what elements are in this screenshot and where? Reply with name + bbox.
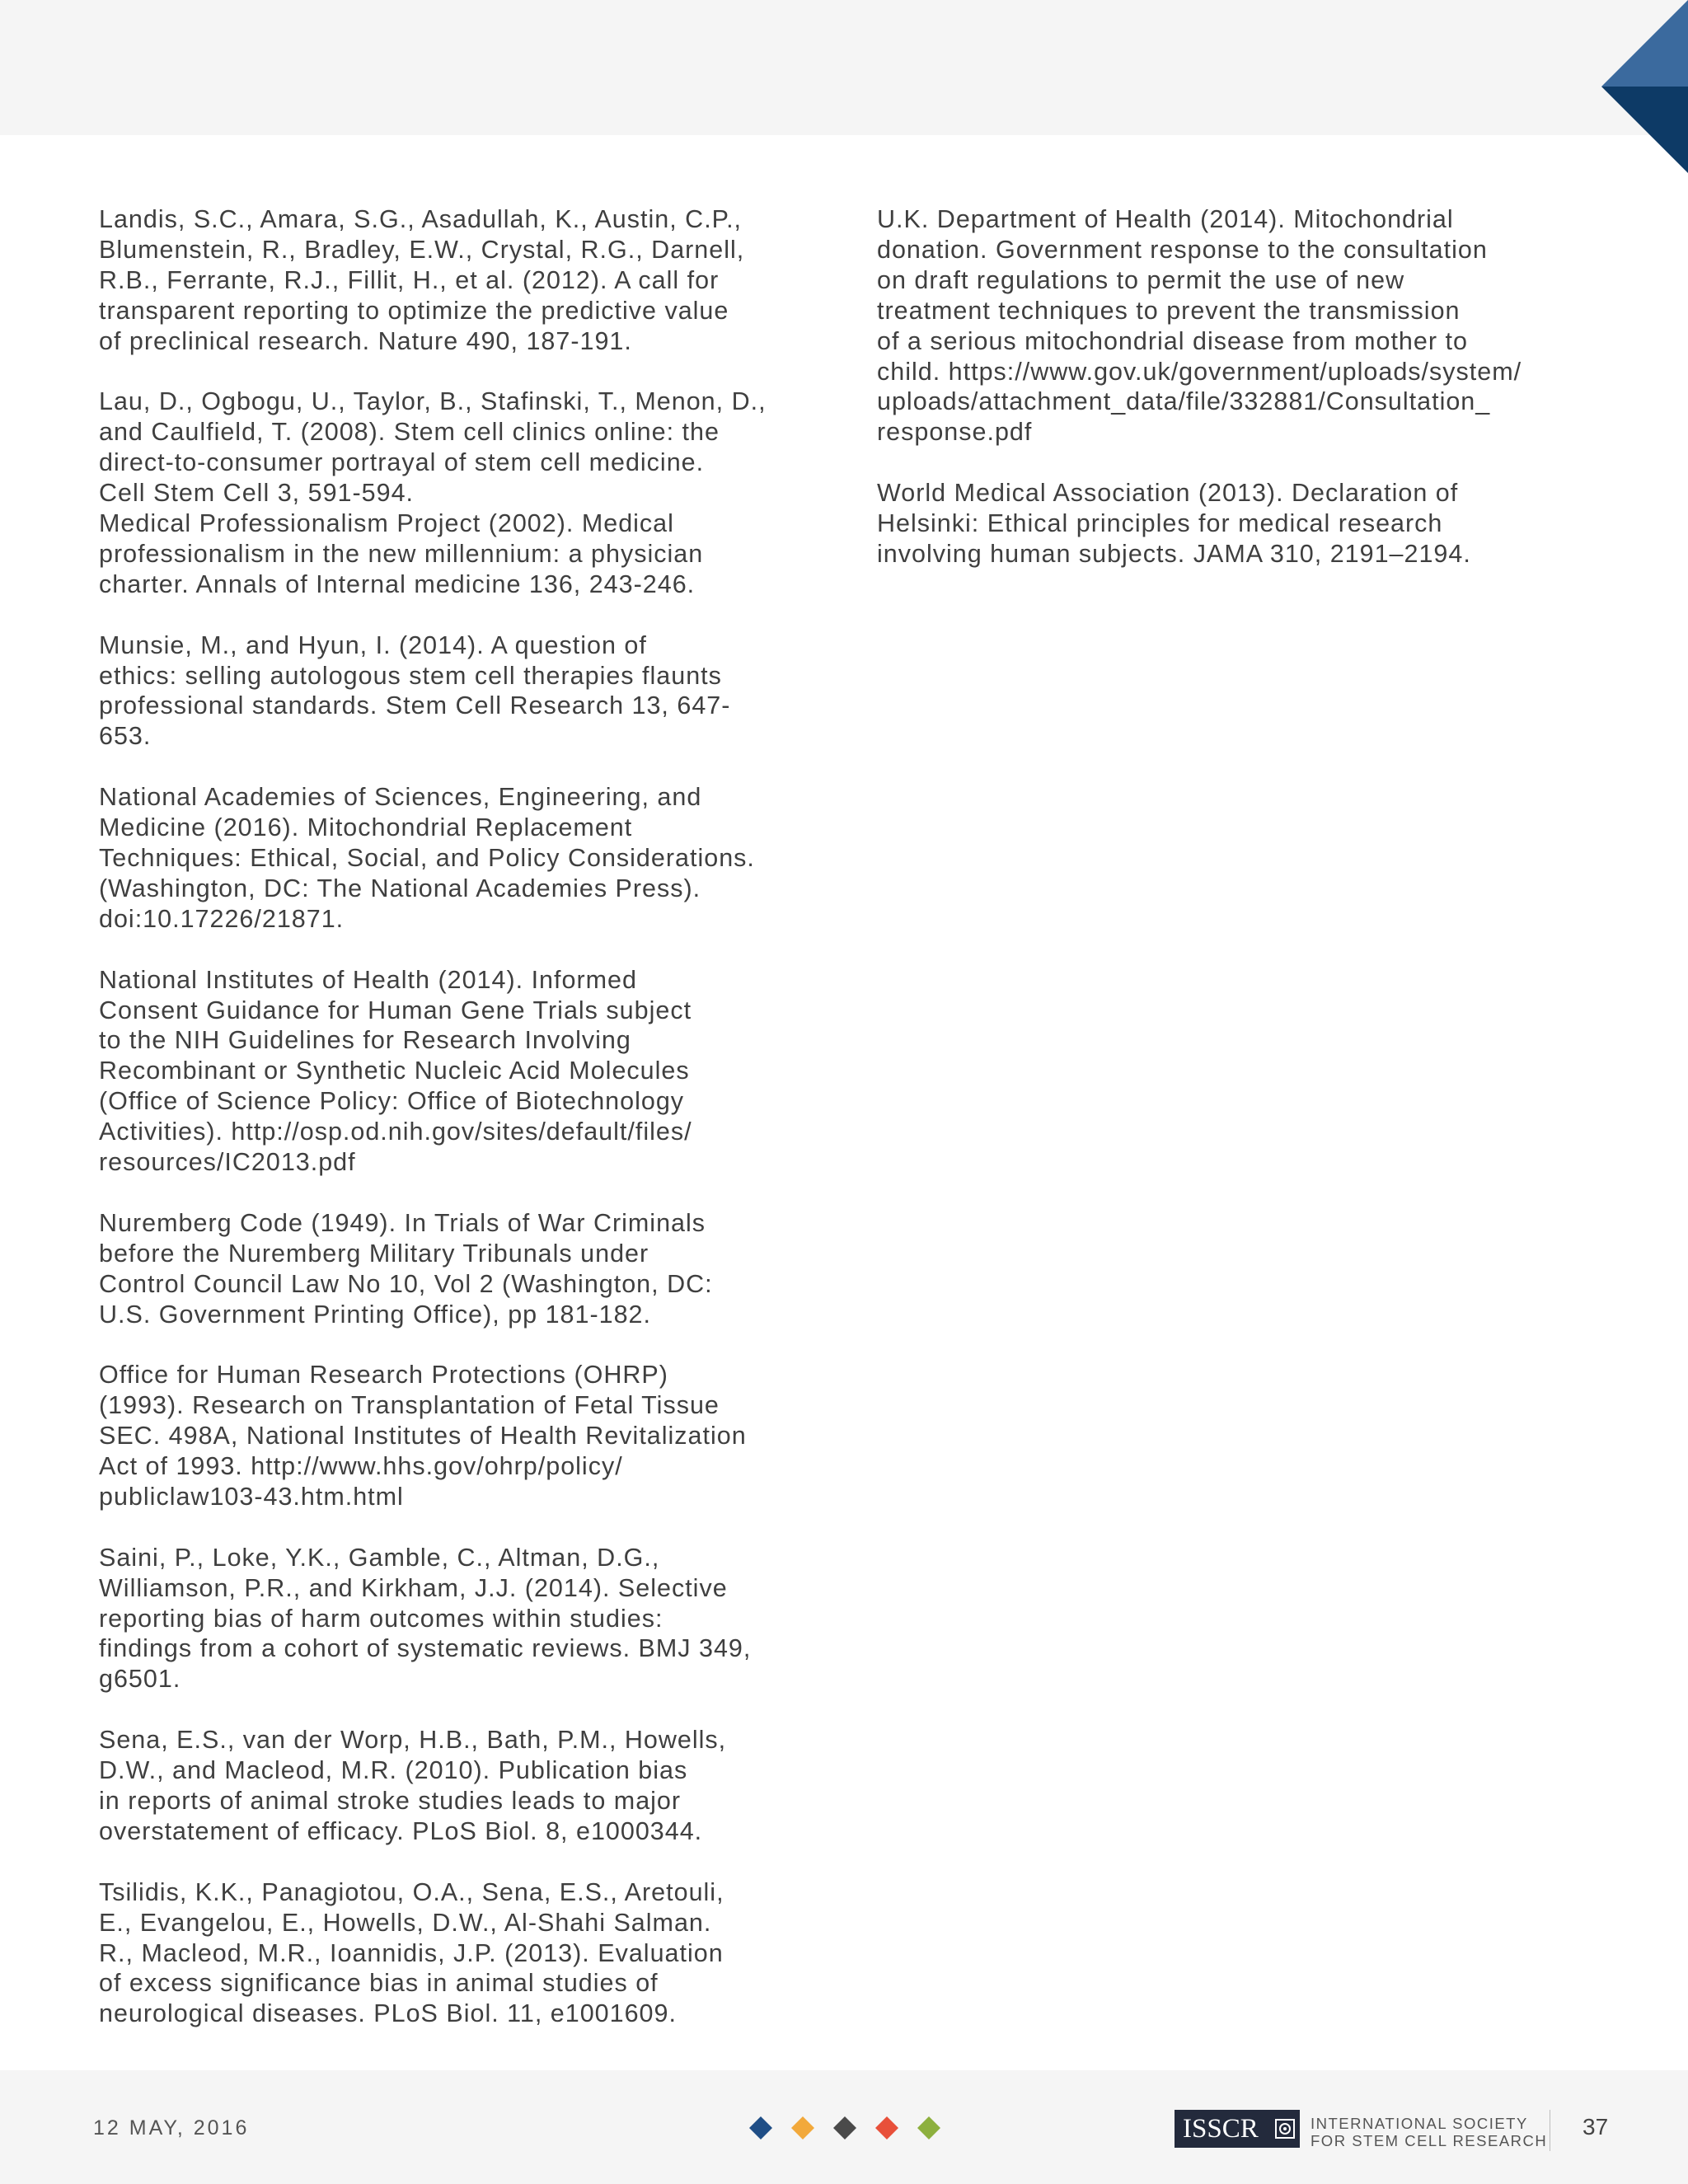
isscr-logo — [1175, 2110, 1300, 2148]
reference-lau: Lau, D., Ogbogu, U., Taylor, B., Stafinski, T., Menon, D., and Caulfield, T. (2008). Stem cell clinics online: the direct-to-consumer portrayal of stem cell medicine. Cell Stem Cell 3, 591-594. — [99, 387, 767, 508]
references-left-column — [99, 204, 824, 2060]
reference-ohrp: Office for Human Research Protections (OHRP) (1993). Research on Transplantation of Fetal Tissue SEC. 498A, National Institutes of Health Revitalization Act of 1993. http://www.hhs.gov/ohrp/policy/ publiclaw103-43.htm.html — [99, 1361, 747, 1511]
page-number: 37 — [1582, 2114, 1609, 2139]
logo-abbreviation: ISSCR — [1183, 2114, 1259, 2144]
diamond-3 — [833, 2116, 856, 2139]
diamond-5 — [917, 2116, 940, 2139]
reference-saini: Saini, P., Loke, Y.K., Gamble, C., Altman, D.G., Williamson, P.R., and Kirkham, J.J. (2014). Selective reporting bias of harm outcomes within studies: findings from a cohort of systematic reviews. BMJ 349, g6501. — [99, 1543, 752, 1694]
footer-diamonds — [746, 2115, 944, 2141]
diamond-2 — [791, 2116, 814, 2139]
reference-nih: National Institutes of Health (2014). Informed Consent Guidance for Human Gene Trials subject to the NIH Guidelines for Research Involving Recombinant or Synthetic Nucleic Acid Molecules (Office of Science Policy: Office of Biotechnology Activities). http://osp.od.nih.gov/sites/default/files/ resources/IC2013.pdf — [99, 965, 692, 1177]
corner-triangle-decoration — [1601, 0, 1688, 173]
corner-triangle-dark — [1601, 87, 1688, 173]
organization-name — [1311, 2115, 1547, 2149]
references-right-column — [877, 204, 1602, 600]
reference-tsilidis: Tsilidis, K.K., Panagiotou, O.A., Sena, E.S., Aretouli, E., Evangelou, E., Howells, D.W., Al-Shahi Salman. R., Macleod, M.R., Ioannidis, J.P. (2013). Evaluation of excess significance bias in animal studies of neurological diseases. PLoS Biol. 11, e1001609. — [99, 1877, 724, 2028]
reference-munsie: Munsie, M., and Hyun, I. (2014). A question of ethics: selling autologous stem cell therapies flaunts professional standards. Stem Cell Research 13, 647- 653. — [99, 630, 731, 751]
organization-name-line1: INTERNATIONAL SOCIETY — [1311, 2115, 1528, 2132]
reference-uk-dept-health: U.K. Department of Health (2014). Mitochondrial donation. Government response to the consultation on draft regulations to permit the use of new treatment techniques to prevent the transmission of a serious mitochondrial disease from mother to child. https://www.gov.uk/government/uploads/system/ uploads/attachment_data/file/332881/Consultation_ response.pdf — [877, 205, 1522, 447]
corner-triangle-light — [1601, 0, 1688, 87]
logo-emblem-icon — [1275, 2119, 1295, 2139]
reference-medical-professionalism: Medical Professionalism Project (2002). Medical professionalism in the new millennium: a physician charter. Annals of Internal medicine 136, 243-246. — [99, 509, 704, 598]
diamond-4 — [875, 2116, 898, 2139]
reference-world-medical-association: World Medical Association (2013). Declaration of Helsinki: Ethical principles for medical research involving human subjects. JAMA 310, 2191–2194. — [877, 479, 1471, 568]
reference-national-academies: National Academies of Sciences, Engineering, and Medicine (2016). Mitochondrial Replacement Techniques: Ethical, Social, and Policy Considerations. (Washington, DC: The National Academies Press). doi:10.17226/21871. — [99, 783, 755, 933]
organization-name-line2: FOR STEM CELL RESEARCH — [1311, 2132, 1548, 2149]
reference-landis: Landis, S.C., Amara, S.G., Asadullah, K., Austin, C.P., Blumenstein, R., Bradley, E.W., Crystal, R.G., Darnell, R.B., Ferrante, R.J., Fillit, H., et al. (2012). A call for transparent reporting to optimize the predictive value of preclinical research. Nature 490, 187-191. — [99, 205, 745, 355]
diamond-1 — [749, 2116, 772, 2139]
reference-sena: Sena, E.S., van der Worp, H.B., Bath, P.M., Howells, D.W., and Macleod, M.R. (2010). Publication bias in reports of animal stroke studies leads to major overstatement of efficacy. PLoS Biol. 8, e1000344. — [99, 1726, 727, 1845]
footer-date: 12 MAY, 2016 — [93, 2116, 250, 2139]
header-band — [0, 0, 1688, 135]
reference-nuremberg: Nuremberg Code (1949). In Trials of War Criminals before the Nuremberg Military Tribunals under Control Council Law No 10, Vol 2 (Washington, DC: U.S. Government Printing Office), pp 181-182. — [99, 1208, 713, 1329]
